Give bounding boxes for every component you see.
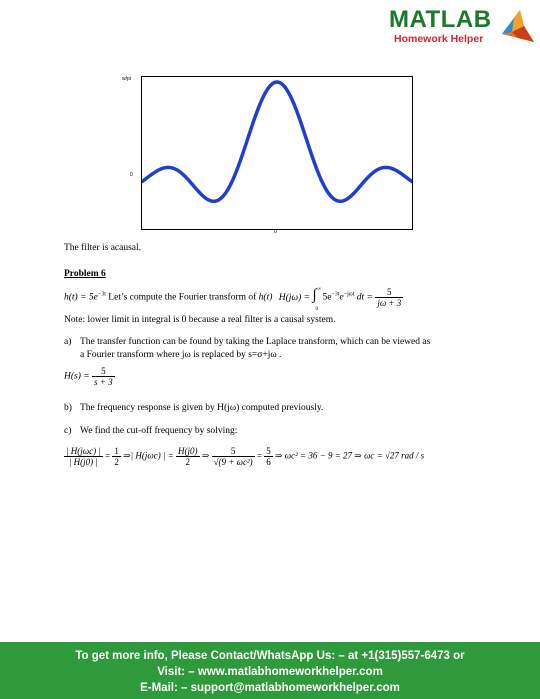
dt: dt = — [354, 292, 376, 303]
item-b-label: b) — [64, 403, 72, 413]
integrand-e2: e — [339, 292, 344, 303]
acausal-statement — [64, 242, 141, 254]
x-zero-tick-label: 0 — [274, 229, 277, 235]
sqrt-fraction — [212, 446, 255, 467]
footer-contact-line: To get more info, Please Contact/WhatsApp Us: – at +1(315)557-6473 or — [75, 650, 465, 662]
H-lhs: H(jω) = — [278, 292, 313, 303]
cutoff-equation — [64, 446, 424, 476]
integrand-exp1: −3t — [331, 291, 340, 298]
eq-sign-2: = — [256, 450, 262, 461]
fourier-transform-line — [64, 286, 403, 312]
item-a-text1: The transfer function can be found by taking the Laplace transform, which can be viewed as — [80, 337, 431, 347]
half-fraction — [112, 446, 121, 467]
eq-sign-1: = — [105, 450, 111, 461]
ratio-fraction — [64, 446, 103, 467]
Hs-lhs: H(s) = — [64, 371, 93, 382]
response-curve — [142, 82, 412, 201]
problem-title: Problem 6 — [64, 269, 106, 279]
ft-den: jω + 3 — [377, 298, 402, 308]
impulse-exp: −3t — [97, 291, 106, 298]
arrow-2: ⇒ — [201, 450, 210, 461]
footer-email-link[interactable]: E-Mail: – support@matlabhomeworkhelper.com — [140, 682, 400, 694]
contact-footer — [0, 642, 540, 699]
ft-num: 5 — [375, 287, 403, 298]
five-sixths-fraction — [264, 446, 273, 467]
arrow-mag: ⇒| H(jωc) | = — [123, 450, 174, 461]
ratio-den: | H(j0) | — [68, 457, 98, 467]
impulse-response-eq: h(t) = 5e — [64, 292, 98, 303]
ft-result-fraction — [375, 287, 403, 308]
cutoff-result: ⇒ ωc² = 36 − 9 = 27 ⇒ ωc = √27 rad / s — [274, 450, 425, 461]
integrand: 5e — [322, 292, 332, 303]
transfer-function-eq — [64, 366, 115, 392]
integral-sign: ∫ ∞ 0 — [312, 292, 322, 304]
y-axis-label: w/pi — [122, 76, 131, 82]
fs-num: 5 — [266, 446, 271, 456]
frequency-response-plot — [141, 76, 413, 230]
brand-tagline: Homework Helper — [394, 33, 484, 45]
ratio-num: | H(jωc) | — [66, 446, 101, 456]
H0-fraction — [176, 446, 200, 467]
matlab-membrane-logo-icon — [500, 8, 536, 48]
Hs-fraction — [92, 366, 115, 387]
Hs-den: s + 3 — [94, 377, 113, 387]
item-b-text: The frequency response is given by H(jω) computed previously. — [80, 403, 324, 413]
H0-num: H(j0) — [178, 446, 198, 456]
footer-website-link[interactable]: Visit: – www.matlabhomeworkhelper.com — [157, 666, 383, 678]
brand-name: MATLAB — [389, 6, 492, 33]
plot-canvas — [142, 77, 412, 229]
integral-lower: 0 — [315, 306, 318, 312]
sqrt-num: 5 — [212, 446, 255, 457]
note-line: Note: lower limit in integral is 0 because a real filter is a causal system. — [64, 315, 336, 325]
H0-den: 2 — [185, 457, 191, 467]
item-a-text2: a Fourier transform where jω is replaced by s=σ+jω . — [80, 350, 282, 360]
integral-upper: ∞ — [317, 286, 322, 292]
y-zero-tick-label: 0 — [130, 172, 133, 178]
half-num: 1 — [114, 446, 119, 456]
item-c-text: We find the cut-off frequency by solving: — [80, 426, 238, 436]
Hs-num: 5 — [92, 366, 115, 377]
item-a-label: a) — [64, 337, 72, 347]
line1-text: Let’s compute the Fourier transform of — [105, 292, 259, 303]
half-den: 2 — [114, 457, 119, 467]
sqrt-den: √(9 + ωc²) — [213, 457, 253, 467]
item-c-label: c) — [64, 426, 72, 436]
integrand-exp2: −jωt — [343, 291, 355, 298]
h-short: h(t) — [258, 292, 273, 303]
fs-den: 6 — [266, 457, 271, 467]
acausal-text: The filter is acausal. — [64, 243, 142, 253]
